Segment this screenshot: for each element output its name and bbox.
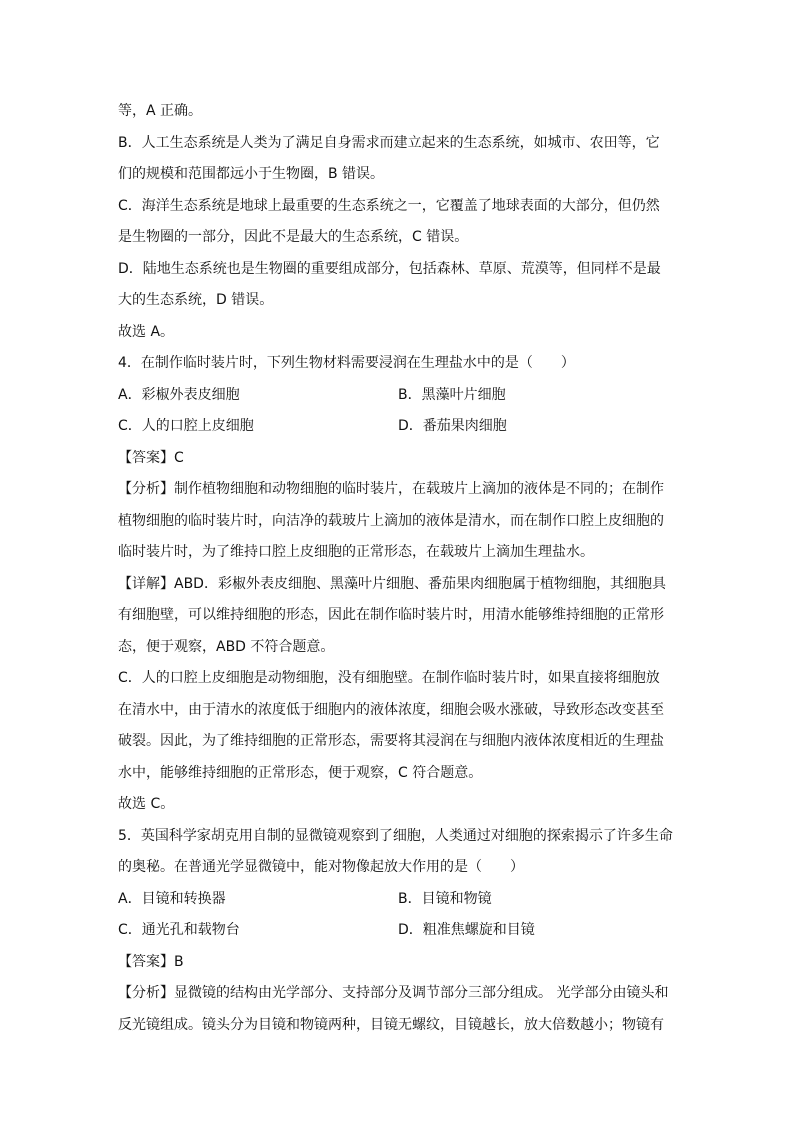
question-4-options-row-1 (118, 380, 678, 412)
text-line: 等，A 正确。 (118, 103, 203, 119)
detail-line: 破裂。因此，为了维持细胞的正常形态，需要将其浸润在与细胞内液体浓度相近的生理盐 (118, 733, 664, 749)
document-page (118, 96, 678, 1041)
option-a: A．目镜和转换器 (118, 890, 226, 907)
text-line: 是生物圈的一部分，因此不是最大的生态系统，C 错误。 (118, 229, 469, 245)
analysis-line: 植物细胞的临时装片时，向洁净的载玻片上滴加的液体是清水，而在制作口腔上皮细胞的 (118, 512, 664, 529)
analysis-line: 【分析】显微镜的结构由光学部分、支持部分及调节部分三部分组成。 光学部分由镜头和 (118, 985, 669, 1001)
option-b: B．黑藻叶片细胞 (398, 386, 506, 403)
option-d: D．番茄果肉细胞 (398, 418, 507, 434)
option-c: C．人的口腔上皮细胞 (118, 418, 254, 434)
conclusion: 故选 A。 (118, 323, 175, 340)
option-d: D．粗准焦螺旋和目镜 (398, 922, 535, 938)
question-5-stem: 的奥秘。在普通光学显微镜中，能对物像起放大作用的是（ ） (118, 859, 524, 875)
option-a: A．彩椒外表皮细胞 (118, 386, 240, 403)
detail-line: 水中，能够维持细胞的正常形态，便于观察，C 符合题意。 (118, 764, 483, 781)
detail-line: 在清水中，由于清水的浓度低于细胞内的液体浓度，细胞会吸水涨破，导致形态改变甚至 (118, 701, 664, 718)
option-c: C．通光孔和载物台 (118, 922, 240, 938)
text-line: 们的规模和范围都远小于生物圈，B 错误。 (118, 166, 385, 182)
analysis-line: 临时装片时，为了维持口腔上皮细胞的正常形态，在载玻片上滴加生理盐水。 (118, 544, 594, 560)
question-5-options-row-2 (118, 915, 678, 947)
conclusion: 故选 C。 (118, 796, 175, 812)
detail-line: 有细胞壁，可以维持细胞的形态，因此在制作临时装片时，用清水能够维持细胞的正常形 (118, 607, 664, 623)
question-4-options-row-2 (118, 411, 678, 443)
analysis-line: 【分析】制作植物细胞和动物细胞的临时装片，在载玻片上滴加的液体是不同的；在制作 (118, 481, 664, 497)
detail-line: 【详解】ABD．彩椒外表皮细胞、黑藻叶片细胞、番茄果肉细胞属于植物细胞，其细胞具 (118, 575, 666, 592)
detail-line: 态，便于观察，ABD 不符合题意。 (118, 638, 335, 655)
option-b-explanation: B．人工生态系统是人类为了满足自身需求而建立起来的生态系统，如城市、农田等，它 (118, 134, 660, 151)
question-4-answer: 【答案】C (118, 449, 184, 466)
option-c-explanation: C．海洋生态系统是地球上最重要的生态系统之一，它覆盖了地球表面的大部分，但仍然 (118, 197, 660, 214)
analysis-line: 反光镜组成。镜头分为目镜和物镜两种，目镜无螺纹，目镜越长，放大倍数越小；物镜有 (118, 1016, 664, 1033)
option-d-explanation: D．陆地生态系统也是生物圈的重要组成部分，包括森林、草原、荒漠等，但同样不是最 (118, 260, 661, 277)
question-5-stem: 5．英国科学家胡克用自制的显微镜观察到了细胞，人类通过对细胞的探索揭示了许多生命 (118, 827, 673, 844)
question-4-stem: 4．在制作临时装片时，下列生物材料需要浸润在生理盐水中的是（ ） (118, 355, 575, 371)
question-5-options-row-1 (118, 884, 678, 916)
text-line: 大的生态系统，D 错误。 (118, 292, 274, 308)
question-5-answer: 【答案】B (118, 953, 184, 970)
option-b: B．目镜和物镜 (398, 890, 492, 907)
detail-line: C．人的口腔上皮细胞是动物细胞，没有细胞壁。在制作临时装片时，如果直接将细胞放 (118, 670, 660, 686)
